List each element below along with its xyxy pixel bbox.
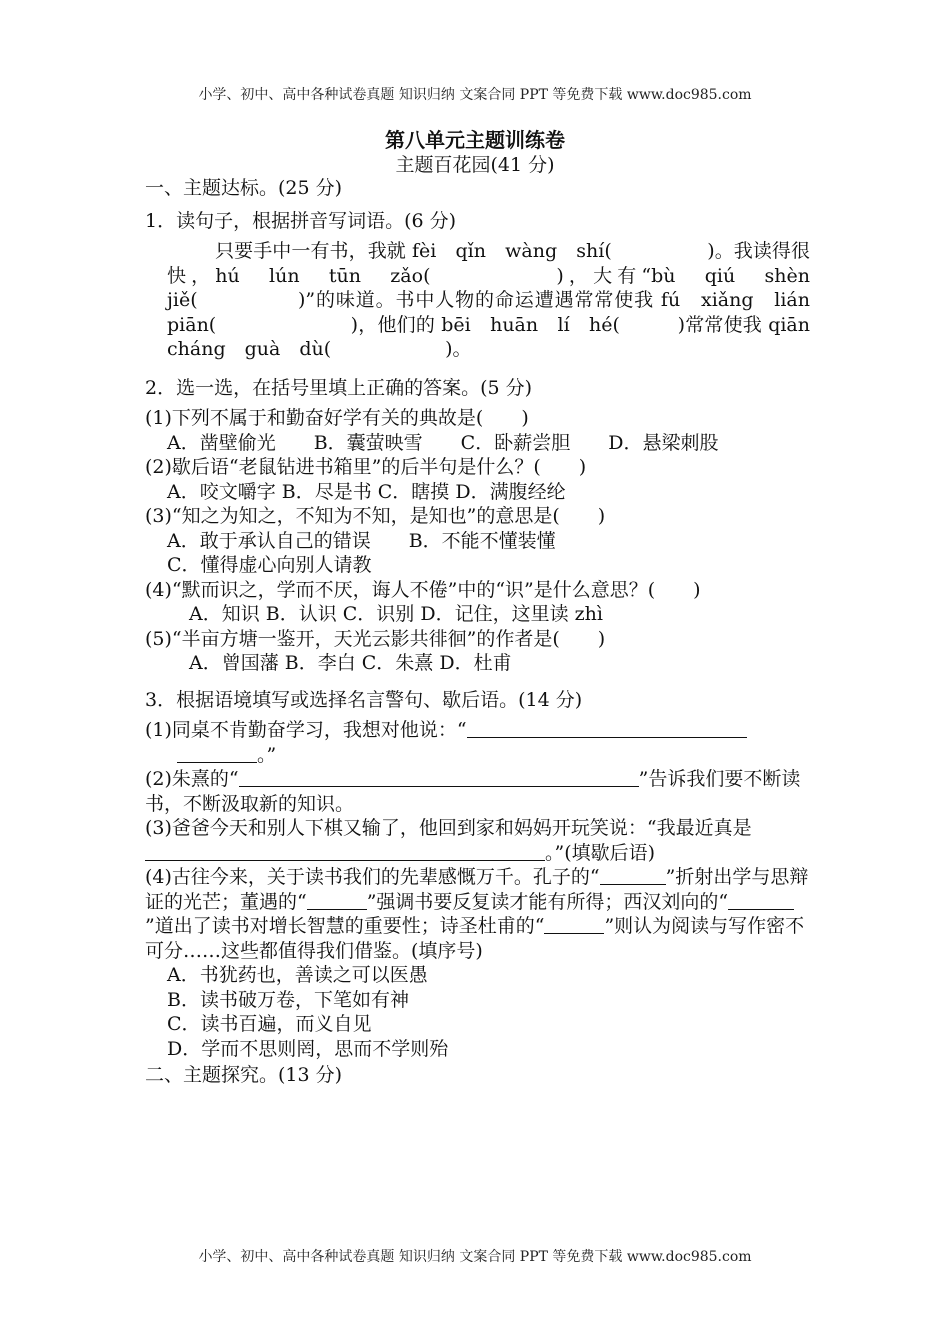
q2-sub4-options: A．知识 B．认识 C．识别 D．记住，这里读 zhì (189, 603, 603, 625)
q2-sub3: (3)“知之为知之，不知为不知，是知也”的意思是( ) (145, 505, 606, 527)
q3-sub4-text-c: ”强调书要反复读才能有所得；西汉刘向的“ (366, 890, 729, 913)
q3-sub1 (145, 718, 810, 767)
q3-sub4-text-d: ”道出了读书对增长智慧的重要性；诗圣杜甫的“ (145, 915, 545, 937)
q2-sub2-options: A．咬文嚼字 B．尽是书 C．瞎摸 D．满腹经纶 (167, 480, 566, 503)
q3-option-c: C．读书百遍，而义自见 (167, 1013, 372, 1035)
answer-blank[interactable] (239, 768, 639, 787)
page-footer: 小学、初中、高中各种试卷真题 知识归纳 文案合同 PPT 等免费下载 www.doc985.com (198, 1249, 752, 1265)
answer-blank[interactable] (600, 866, 666, 885)
q3-sub2-end: ”告诉我们要不断读书，不断汲取新的知识。 (145, 768, 801, 815)
answer-blank[interactable] (307, 891, 367, 910)
question-1-stem: 1．读句子，根据拼音写词语。(6 分) (145, 209, 457, 232)
answer-blank[interactable] (467, 719, 747, 738)
q3-sub3-text: (3)爸爸今天和别人下棋又输了，他回到家和妈妈开玩笑说：“我最近真是 (145, 817, 752, 839)
q3-sub2 (145, 767, 810, 816)
q2-sub3-options-2: C．懂得虚心向别人请教 (167, 554, 372, 576)
question-1-passage (145, 239, 830, 362)
page-subtitle: 主题百花园(41 分) (395, 154, 555, 176)
q2-sub1: (1)下列不属于和勤奋好学有关的典故是( ) (145, 407, 529, 429)
q3-option-a: A．书犹药也，善读之可以医愚 (167, 964, 428, 986)
q2-sub3-options-1: A．敢于承认自己的错误 B．不能不懂装懂 (167, 529, 556, 552)
q3-sub4-text-b: ”折射出学与思辩证的光芒；董遇的“ (145, 866, 809, 913)
q2-sub2: (2)歇后语“老鼠钻进书箱里”的后半句是什么？( ) (145, 456, 587, 478)
answer-blank[interactable] (728, 891, 794, 910)
question-2-stem: 2．选一选，在括号里填上正确的答案。(5 分) (145, 376, 533, 399)
q3-sub2-text: (2)朱熹的“ (145, 768, 239, 790)
answer-blank[interactable] (145, 842, 545, 861)
question-3-stem: 3．根据语境填写或选择名言警句、歇后语。(14 分) (145, 688, 583, 711)
section-heading-2: 二、主题探究。(13 分) (145, 1064, 343, 1086)
q3-sub4-text-a: (4)古往今来，关于读书我们的先辈感慨万千。孔子的“ (145, 866, 600, 888)
q2-sub5: (5)“半亩方塘一鉴开，天光云影共徘徊”的作者是( ) (145, 627, 606, 650)
q2-sub4: (4)“默而识之，学而不厌，诲人不倦”中的“识”是什么意思？( ) (145, 578, 701, 601)
passage-text: 只要手中一有书，我就 fèi qǐn wàng shí( )。我读得很快，hú lún tūn zǎo( )，大有“bù qiú shèn jiě( )”的味道。书中人物的命运遭遇常常使我 fú xiǎng lián piān( )，他们的 bēi huān lí hé( )常常使我 qiān cháng guà dù( )。 (167, 240, 830, 360)
page-title: 第八单元主题训练卷 (385, 128, 565, 152)
q3-option-b: B．读书破万卷，下笔如有神 (167, 988, 409, 1011)
section-heading-1: 一、主题达标。(25 分) (145, 177, 343, 199)
q3-sub3-end: 。”(填歇后语) (545, 841, 656, 864)
q3-sub1-text: (1)同桌不肯勤奋学习，我想对他说：“ (145, 719, 467, 741)
q3-sub4-text-e: ”则认为阅读与写作密不可分……这些都值得我们借鉴。(填序号) (145, 915, 805, 962)
page-header: 小学、初中、高中各种试卷真题 知识归纳 文案合同 PPT 等免费下载 www.doc985.com (198, 87, 752, 103)
q2-sub5-options: A．曾国藩 B．李白 C．朱熹 D．杜甫 (189, 652, 512, 674)
q2-sub1-options: A．凿壁偷光 B．囊萤映雪 C．卧薪尝胆 D．悬梁刺股 (167, 431, 719, 454)
answer-blank[interactable] (544, 915, 604, 934)
q3-option-d: D．学而不思则罔，思而不学则殆 (167, 1037, 449, 1060)
q3-sub3 (145, 816, 810, 865)
exam-content (145, 174, 830, 1096)
q3-sub1-end: 。” (257, 743, 277, 766)
answer-blank[interactable] (177, 744, 257, 763)
q3-sub4 (145, 865, 810, 963)
